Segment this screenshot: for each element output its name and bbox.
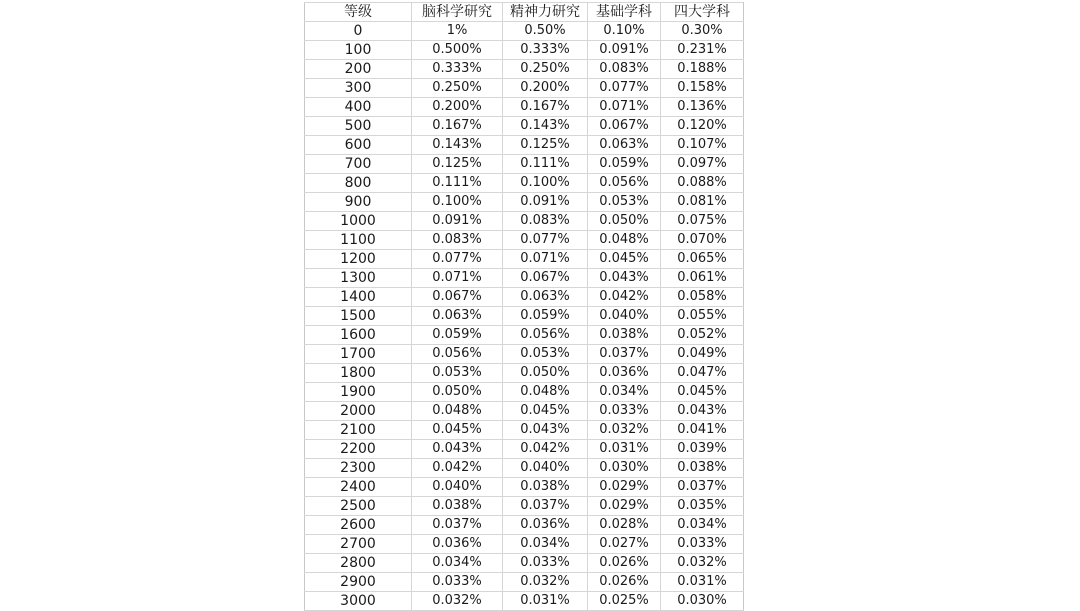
cell-brain-science[interactable]: 0.063% [412, 307, 503, 326]
cell-basic-subjects[interactable]: 0.032% [588, 421, 661, 440]
cell-basic-subjects[interactable]: 0.033% [588, 402, 661, 421]
cell-basic-subjects[interactable]: 0.042% [588, 288, 661, 307]
cell-mental-power[interactable]: 0.038% [503, 478, 588, 497]
cell-brain-science[interactable]: 0.034% [412, 554, 503, 573]
cell-level[interactable]: 2600 [305, 516, 412, 535]
table-row [305, 554, 744, 573]
cell-mental-power[interactable]: 0.033% [503, 554, 588, 573]
header-cell-mental-power[interactable]: 精神力研究 [503, 3, 588, 22]
header-cell-brain-science[interactable]: 脑科学研究 [412, 3, 503, 22]
cell-mental-power[interactable]: 0.031% [503, 592, 588, 611]
cell-level[interactable]: 0 [305, 22, 412, 41]
cell-basic-subjects[interactable]: 0.053% [588, 193, 661, 212]
cell-level[interactable]: 2000 [305, 402, 412, 421]
cell-mental-power[interactable]: 0.053% [503, 345, 588, 364]
cell-four-major-subjects[interactable]: 0.088% [661, 174, 744, 193]
cell-level[interactable]: 1900 [305, 383, 412, 402]
cell-four-major-subjects[interactable]: 0.136% [661, 98, 744, 117]
cell-brain-science[interactable]: 0.038% [412, 497, 503, 516]
header-cell-four-major-subjects[interactable]: 四大学科 [661, 3, 744, 22]
cell-mental-power[interactable]: 0.50% [503, 22, 588, 41]
cell-level[interactable]: 300 [305, 79, 412, 98]
cell-basic-subjects[interactable]: 0.026% [588, 554, 661, 573]
cell-basic-subjects[interactable]: 0.026% [588, 573, 661, 592]
cell-basic-subjects[interactable]: 0.028% [588, 516, 661, 535]
cell-mental-power[interactable]: 0.048% [503, 383, 588, 402]
table-row [305, 22, 744, 41]
cell-level[interactable]: 900 [305, 193, 412, 212]
cell-level[interactable]: 2300 [305, 459, 412, 478]
cell-basic-subjects[interactable]: 0.063% [588, 136, 661, 155]
spreadsheet-table-container [304, 2, 743, 611]
cell-level[interactable]: 2900 [305, 573, 412, 592]
cell-basic-subjects[interactable]: 0.031% [588, 440, 661, 459]
cell-mental-power[interactable]: 0.037% [503, 497, 588, 516]
cell-basic-subjects[interactable]: 0.067% [588, 117, 661, 136]
cell-basic-subjects[interactable]: 0.050% [588, 212, 661, 231]
table-row [305, 345, 744, 364]
cell-four-major-subjects[interactable]: 0.049% [661, 345, 744, 364]
cell-basic-subjects[interactable]: 0.036% [588, 364, 661, 383]
cell-brain-science[interactable]: 0.050% [412, 383, 503, 402]
cell-four-major-subjects[interactable]: 0.065% [661, 250, 744, 269]
cell-four-major-subjects[interactable]: 0.061% [661, 269, 744, 288]
cell-brain-science[interactable]: 0.143% [412, 136, 503, 155]
cell-basic-subjects[interactable]: 0.071% [588, 98, 661, 117]
cell-mental-power[interactable]: 0.040% [503, 459, 588, 478]
cell-mental-power[interactable]: 0.143% [503, 117, 588, 136]
table-row [305, 250, 744, 269]
cell-four-major-subjects[interactable]: 0.070% [661, 231, 744, 250]
cell-brain-science[interactable]: 0.037% [412, 516, 503, 535]
cell-mental-power[interactable]: 0.032% [503, 573, 588, 592]
cell-four-major-subjects[interactable]: 0.034% [661, 516, 744, 535]
cell-four-major-subjects[interactable]: 0.058% [661, 288, 744, 307]
cell-mental-power[interactable]: 0.111% [503, 155, 588, 174]
cell-basic-subjects[interactable]: 0.029% [588, 478, 661, 497]
cell-four-major-subjects[interactable]: 0.158% [661, 79, 744, 98]
cell-four-major-subjects[interactable]: 0.031% [661, 573, 744, 592]
cell-four-major-subjects[interactable]: 0.055% [661, 307, 744, 326]
cell-mental-power[interactable]: 0.077% [503, 231, 588, 250]
cell-basic-subjects[interactable]: 0.059% [588, 155, 661, 174]
cell-mental-power[interactable]: 0.043% [503, 421, 588, 440]
cell-brain-science[interactable]: 0.250% [412, 79, 503, 98]
cell-four-major-subjects[interactable]: 0.038% [661, 459, 744, 478]
cell-brain-science[interactable]: 0.048% [412, 402, 503, 421]
cell-level[interactable]: 2700 [305, 535, 412, 554]
cell-four-major-subjects[interactable]: 0.107% [661, 136, 744, 155]
cell-basic-subjects[interactable]: 0.038% [588, 326, 661, 345]
cell-brain-science[interactable]: 0.042% [412, 459, 503, 478]
table-row [305, 193, 744, 212]
table-row [305, 516, 744, 535]
table-row [305, 383, 744, 402]
table-row [305, 459, 744, 478]
cell-four-major-subjects[interactable]: 0.120% [661, 117, 744, 136]
cell-four-major-subjects[interactable]: 0.081% [661, 193, 744, 212]
cell-level[interactable]: 2800 [305, 554, 412, 573]
header-cell-level[interactable]: 等级 [305, 3, 412, 22]
cell-brain-science[interactable]: 0.083% [412, 231, 503, 250]
cell-basic-subjects[interactable]: 0.025% [588, 592, 661, 611]
cell-mental-power[interactable]: 0.059% [503, 307, 588, 326]
table-row [305, 136, 744, 155]
cell-basic-subjects[interactable]: 0.034% [588, 383, 661, 402]
cell-four-major-subjects[interactable]: 0.032% [661, 554, 744, 573]
cell-basic-subjects[interactable]: 0.077% [588, 79, 661, 98]
cell-brain-science[interactable]: 0.500% [412, 41, 503, 60]
table-row [305, 231, 744, 250]
cell-mental-power[interactable]: 0.067% [503, 269, 588, 288]
cell-mental-power[interactable]: 0.091% [503, 193, 588, 212]
cell-brain-science[interactable]: 0.032% [412, 592, 503, 611]
cell-basic-subjects[interactable]: 0.10% [588, 22, 661, 41]
cell-mental-power[interactable]: 0.200% [503, 79, 588, 98]
cell-brain-science[interactable]: 0.333% [412, 60, 503, 79]
table-row [305, 288, 744, 307]
cell-level[interactable]: 1400 [305, 288, 412, 307]
cell-brain-science[interactable]: 0.036% [412, 535, 503, 554]
table-row [305, 497, 744, 516]
cell-level[interactable]: 1100 [305, 231, 412, 250]
table-row [305, 592, 744, 611]
table-row [305, 307, 744, 326]
cell-level[interactable]: 500 [305, 117, 412, 136]
cell-basic-subjects[interactable]: 0.083% [588, 60, 661, 79]
cell-basic-subjects[interactable]: 0.037% [588, 345, 661, 364]
cell-four-major-subjects[interactable]: 0.045% [661, 383, 744, 402]
cell-four-major-subjects[interactable]: 0.033% [661, 535, 744, 554]
cell-level[interactable]: 1200 [305, 250, 412, 269]
level-rate-table [304, 2, 744, 611]
table-row [305, 98, 744, 117]
table-row [305, 60, 744, 79]
cell-level[interactable]: 800 [305, 174, 412, 193]
table-row [305, 364, 744, 383]
cell-mental-power[interactable]: 0.045% [503, 402, 588, 421]
cell-four-major-subjects[interactable]: 0.030% [661, 592, 744, 611]
cell-mental-power[interactable]: 0.063% [503, 288, 588, 307]
cell-basic-subjects[interactable]: 0.040% [588, 307, 661, 326]
cell-level[interactable]: 3000 [305, 592, 412, 611]
cell-brain-science[interactable]: 0.167% [412, 117, 503, 136]
cell-basic-subjects[interactable]: 0.045% [588, 250, 661, 269]
cell-brain-science[interactable]: 0.043% [412, 440, 503, 459]
cell-mental-power[interactable]: 0.333% [503, 41, 588, 60]
header-row [305, 3, 744, 22]
cell-brain-science[interactable]: 0.077% [412, 250, 503, 269]
cell-four-major-subjects[interactable]: 0.037% [661, 478, 744, 497]
cell-mental-power[interactable]: 0.250% [503, 60, 588, 79]
cell-four-major-subjects[interactable]: 0.097% [661, 155, 744, 174]
table-row [305, 535, 744, 554]
cell-brain-science[interactable]: 0.033% [412, 573, 503, 592]
cell-four-major-subjects[interactable]: 0.035% [661, 497, 744, 516]
table-row [305, 155, 744, 174]
cell-brain-science[interactable]: 1% [412, 22, 503, 41]
cell-mental-power[interactable]: 0.071% [503, 250, 588, 269]
cell-mental-power[interactable]: 0.167% [503, 98, 588, 117]
cell-level[interactable]: 2400 [305, 478, 412, 497]
cell-level[interactable]: 1700 [305, 345, 412, 364]
cell-brain-science[interactable]: 0.100% [412, 193, 503, 212]
cell-basic-subjects[interactable]: 0.027% [588, 535, 661, 554]
cell-basic-subjects[interactable]: 0.030% [588, 459, 661, 478]
table-row [305, 41, 744, 60]
cell-level[interactable]: 200 [305, 60, 412, 79]
cell-brain-science[interactable]: 0.056% [412, 345, 503, 364]
cell-brain-science[interactable]: 0.040% [412, 478, 503, 497]
cell-basic-subjects[interactable]: 0.091% [588, 41, 661, 60]
table-row [305, 269, 744, 288]
cell-four-major-subjects[interactable]: 0.041% [661, 421, 744, 440]
cell-mental-power[interactable]: 0.050% [503, 364, 588, 383]
cell-mental-power[interactable]: 0.083% [503, 212, 588, 231]
table-row [305, 573, 744, 592]
table-body [305, 22, 744, 611]
cell-four-major-subjects[interactable]: 0.231% [661, 41, 744, 60]
table-row [305, 117, 744, 136]
cell-level[interactable]: 2500 [305, 497, 412, 516]
table-row [305, 478, 744, 497]
cell-level[interactable]: 2200 [305, 440, 412, 459]
cell-level[interactable]: 2100 [305, 421, 412, 440]
cell-four-major-subjects[interactable]: 0.188% [661, 60, 744, 79]
cell-four-major-subjects[interactable]: 0.047% [661, 364, 744, 383]
cell-brain-science[interactable]: 0.111% [412, 174, 503, 193]
cell-mental-power[interactable]: 0.056% [503, 326, 588, 345]
cell-mental-power[interactable]: 0.034% [503, 535, 588, 554]
cell-brain-science[interactable]: 0.053% [412, 364, 503, 383]
table-row [305, 326, 744, 345]
cell-level[interactable]: 1600 [305, 326, 412, 345]
table-row [305, 440, 744, 459]
cell-four-major-subjects[interactable]: 0.043% [661, 402, 744, 421]
cell-mental-power[interactable]: 0.042% [503, 440, 588, 459]
cell-basic-subjects[interactable]: 0.043% [588, 269, 661, 288]
cell-basic-subjects[interactable]: 0.056% [588, 174, 661, 193]
cell-level[interactable]: 600 [305, 136, 412, 155]
cell-four-major-subjects[interactable]: 0.075% [661, 212, 744, 231]
cell-four-major-subjects[interactable]: 0.30% [661, 22, 744, 41]
cell-brain-science[interactable]: 0.045% [412, 421, 503, 440]
cell-mental-power[interactable]: 0.125% [503, 136, 588, 155]
cell-mental-power[interactable]: 0.036% [503, 516, 588, 535]
cell-brain-science[interactable]: 0.071% [412, 269, 503, 288]
table-row [305, 174, 744, 193]
cell-brain-science[interactable]: 0.059% [412, 326, 503, 345]
cell-brain-science[interactable]: 0.091% [412, 212, 503, 231]
table-row [305, 402, 744, 421]
cell-level[interactable]: 1500 [305, 307, 412, 326]
cell-basic-subjects[interactable]: 0.029% [588, 497, 661, 516]
cell-four-major-subjects[interactable]: 0.039% [661, 440, 744, 459]
cell-level[interactable]: 400 [305, 98, 412, 117]
cell-level[interactable]: 700 [305, 155, 412, 174]
cell-level[interactable]: 1800 [305, 364, 412, 383]
cell-level[interactable]: 100 [305, 41, 412, 60]
table-row [305, 212, 744, 231]
cell-level[interactable]: 1000 [305, 212, 412, 231]
cell-mental-power[interactable]: 0.100% [503, 174, 588, 193]
cell-brain-science[interactable]: 0.200% [412, 98, 503, 117]
header-cell-basic-subjects[interactable]: 基础学科 [588, 3, 661, 22]
cell-four-major-subjects[interactable]: 0.052% [661, 326, 744, 345]
cell-brain-science[interactable]: 0.125% [412, 155, 503, 174]
cell-level[interactable]: 1300 [305, 269, 412, 288]
table-row [305, 79, 744, 98]
cell-brain-science[interactable]: 0.067% [412, 288, 503, 307]
cell-basic-subjects[interactable]: 0.048% [588, 231, 661, 250]
table-row [305, 421, 744, 440]
